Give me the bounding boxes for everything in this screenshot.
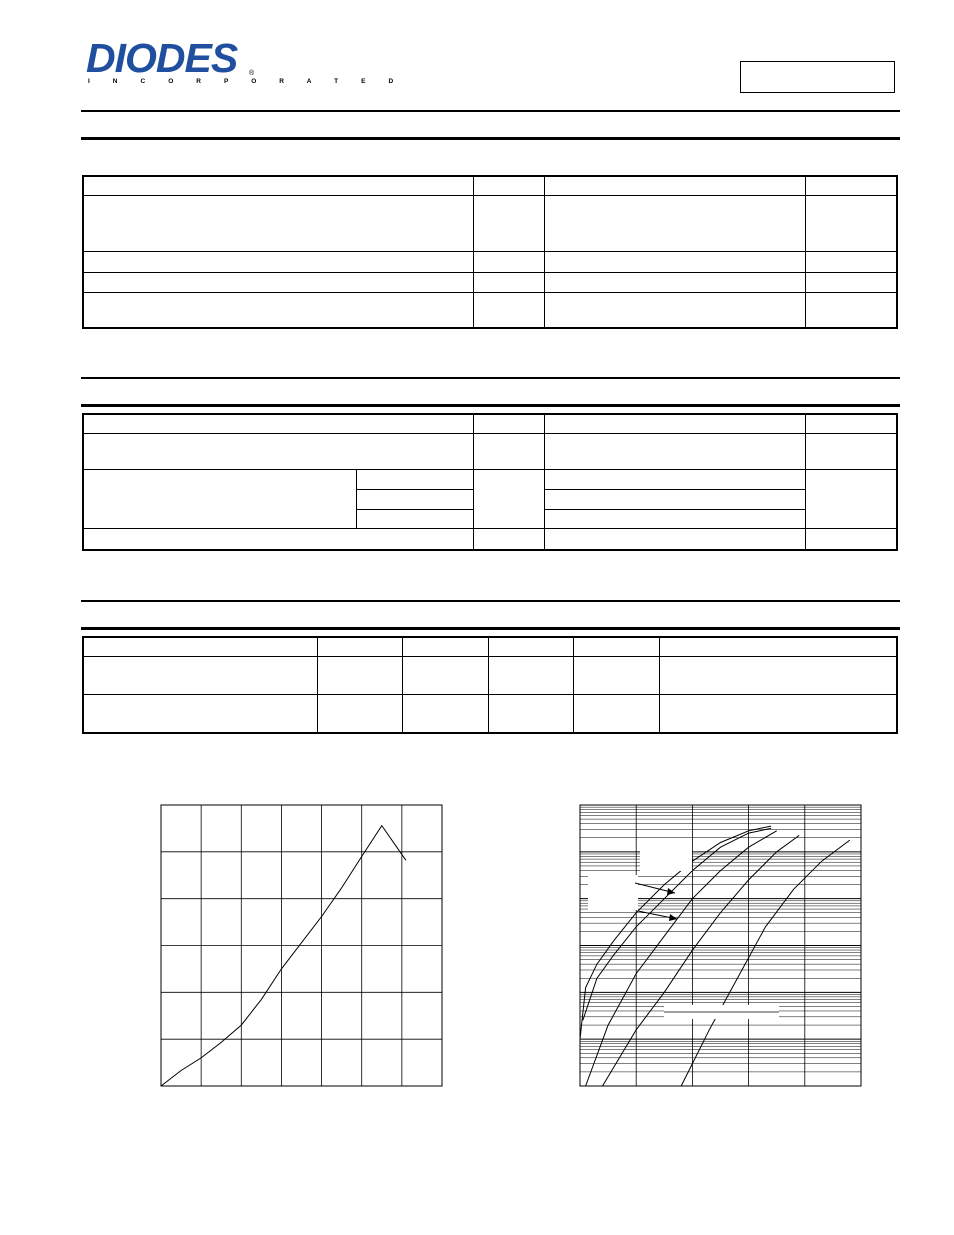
table-3-bottom-rule [83, 733, 898, 734]
table-row [84, 252, 897, 273]
label-patch [640, 843, 692, 871]
section3-rule [81, 627, 900, 630]
section2-top-rule [81, 377, 900, 379]
table-row [84, 529, 897, 550]
logo-subtitle: I N C O R P O R A T E D [88, 78, 404, 85]
registered-mark: ® [249, 70, 255, 77]
table-row [84, 196, 897, 252]
table-3 [83, 637, 897, 733]
table-row [84, 293, 897, 328]
section1-rule [81, 137, 900, 140]
table-row [84, 434, 897, 470]
series-line-5 [681, 840, 850, 1086]
header-rule [81, 110, 900, 112]
table-row [84, 657, 897, 695]
series-line-4 [603, 835, 800, 1086]
section2-rule [81, 404, 900, 407]
part-number-box [740, 61, 895, 93]
table-2 [83, 414, 897, 550]
table-row [84, 470, 897, 490]
diodes-logo [86, 36, 237, 80]
left-chart [161, 805, 442, 1086]
logo-text: DIODES [86, 35, 238, 81]
table-row [84, 177, 897, 196]
series-line-1 [161, 826, 406, 1086]
table-row [84, 695, 897, 733]
table-1 [83, 176, 897, 328]
table-row [84, 638, 897, 657]
table-row [84, 415, 897, 434]
table-row [84, 273, 897, 293]
section3-top-rule [81, 600, 900, 602]
right-chart [580, 805, 861, 1086]
label-patch [588, 875, 638, 910]
